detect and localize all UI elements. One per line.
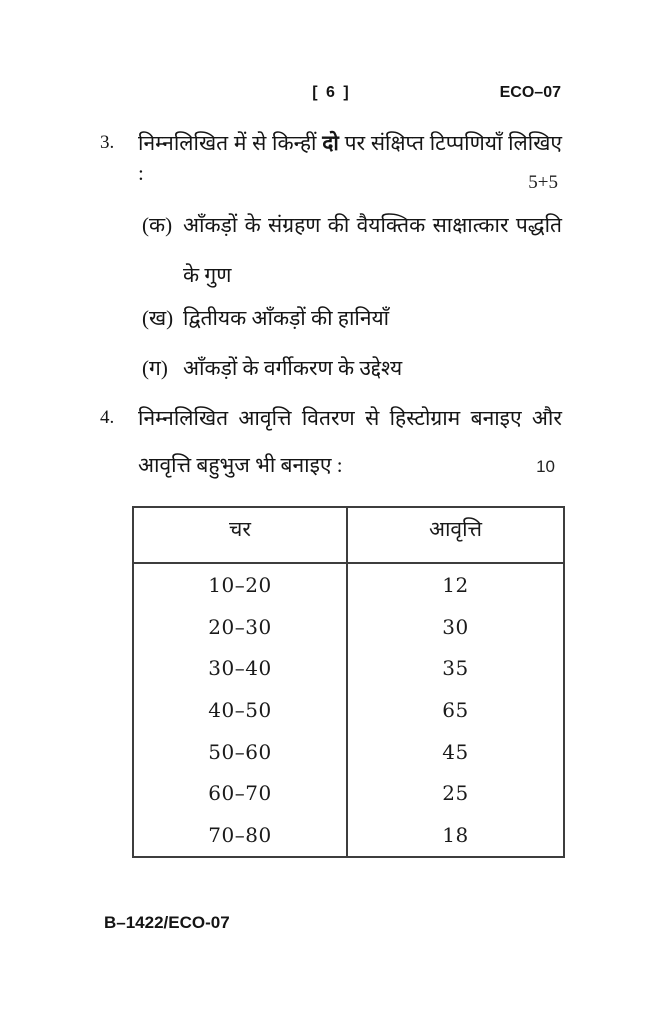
table-row-1-class: 20–30 — [134, 606, 348, 648]
table-header-variable: चर — [134, 508, 348, 564]
q3-item-c-line1: आँकड़ों के वर्गीकरण के उद्देश्य — [183, 356, 403, 380]
question-3-number: 3. — [100, 132, 115, 153]
table-row-4-freq: 45 — [442, 739, 469, 764]
paper-code-footer: B–1422/ECO-07 — [104, 913, 230, 932]
question-3-text-before: निम्नलिखित में से किन्हीं — [138, 131, 317, 155]
q3-item-a-line2: के गुण — [183, 263, 232, 287]
question-3-marks: 5+5 — [528, 172, 558, 193]
table-row-3-freq: 65 — [442, 697, 469, 722]
q3-item-a-label: (क) — [142, 213, 173, 237]
table-header-frequency: आवृत्ति — [348, 508, 563, 564]
table-row-2-freq: 35 — [442, 656, 469, 681]
table-row-6-class: 70–80 — [134, 814, 348, 856]
frequency-table — [132, 506, 565, 858]
page-number: [ 6 ] — [312, 84, 351, 101]
question-3-text-after: पर संक्षिप्त टिप्पणियाँ लिखिए : — [138, 131, 563, 185]
question-4-marks: 10 — [536, 457, 555, 476]
table-row-6-freq: 18 — [442, 823, 469, 848]
question-4-number: 4. — [100, 407, 115, 428]
question-4-line1: निम्नलिखित आवृत्ति वितरण से हिस्टोग्राम बनाइए और — [138, 406, 562, 430]
table-row-2-class: 30–40 — [134, 647, 348, 689]
table-row-1-freq: 30 — [442, 614, 469, 639]
table-row-3-class: 40–50 — [134, 689, 348, 731]
q3-item-c-label: (ग) — [142, 356, 168, 380]
course-code: ECO–07 — [499, 84, 561, 101]
page-header — [100, 84, 563, 106]
table-row-5-freq: 25 — [442, 781, 469, 806]
table-row-0-freq: 12 — [442, 572, 469, 597]
table-row-4-class: 50–60 — [134, 731, 348, 773]
table-row-0-class: 10–20 — [134, 564, 348, 606]
q3-item-a-line1: आँकड़ों के संग्रहण की वैयक्तिक साक्षात्कार पद्धति — [183, 213, 562, 237]
q3-item-b-line1: द्वितीयक आँकड़ों की हानियाँ — [183, 306, 390, 330]
question-4-line2: आवृत्ति बहुभुज भी बनाइए : — [138, 453, 343, 477]
table-row-5-class: 60–70 — [134, 773, 348, 815]
q3-item-b-label: (ख) — [142, 306, 174, 330]
question-3-text-bold: दो — [322, 131, 339, 155]
